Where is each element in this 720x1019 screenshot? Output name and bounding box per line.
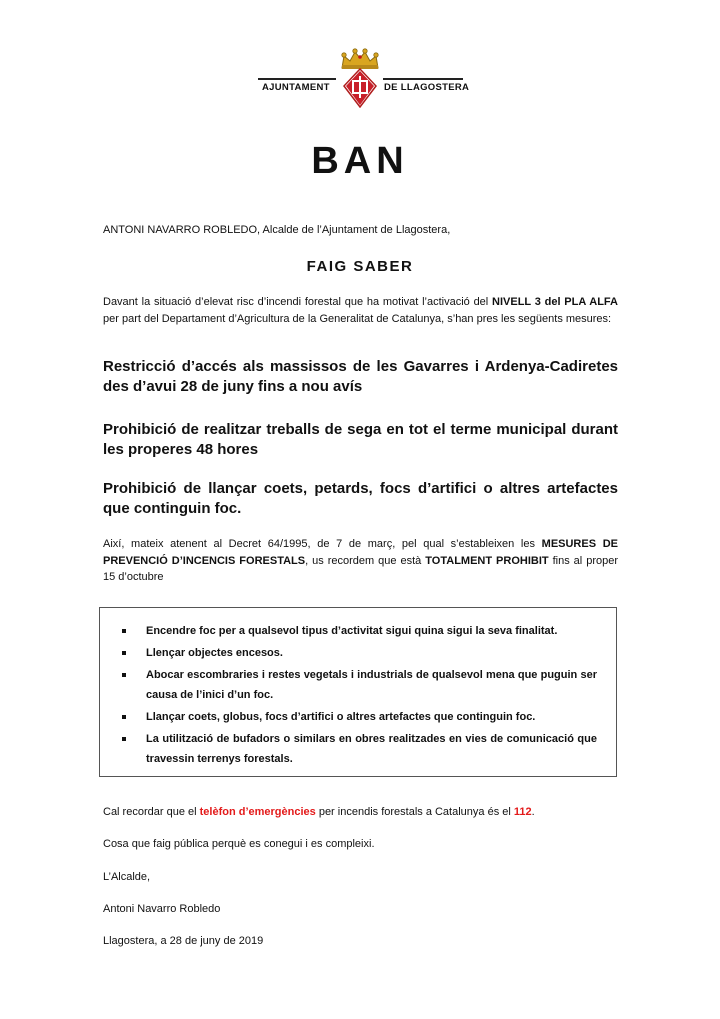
situation-paragraph bbox=[103, 294, 618, 327]
bullet-icon bbox=[122, 715, 126, 719]
bullet-icon bbox=[122, 673, 126, 677]
prohibitions-list bbox=[122, 621, 597, 771]
logo-rule-left bbox=[258, 78, 336, 80]
emergency-text-c: per incendis forestals a Catalunya és el bbox=[315, 806, 514, 818]
list-item bbox=[122, 621, 597, 641]
signature-role: L’Alcalde, bbox=[103, 871, 151, 883]
para2-text-a: Així, mateix atenent al Decret 64/1995, de 7 de març, pel qual s’estableixen les bbox=[103, 538, 542, 550]
bullet-icon bbox=[122, 737, 126, 741]
closing-line: Cosa que faig pública perquè es conegui i es compleixi. bbox=[103, 838, 375, 850]
list-item-text: Abocar escombraries i restes vegetals i industrials de qualsevol mena que puguin ser causa de l’inici d’un foc. bbox=[146, 669, 597, 701]
decree-paragraph bbox=[103, 536, 618, 586]
coat-of-arms-icon bbox=[343, 68, 377, 108]
list-item bbox=[122, 643, 597, 663]
list-item-text: Encendre foc per a qualsevol tipus d’activitat sigui quina sigui la seva finalitat. bbox=[146, 625, 558, 637]
para2-emphasis-b: MESURES DE PREVENCIÓ D’INCENCIS FORESTALS bbox=[103, 538, 618, 567]
list-item bbox=[122, 665, 597, 705]
intro-line: ANTONI NAVARRO ROBLEDO, Alcalde de l’Ajuntament de Llagostera, bbox=[103, 224, 451, 236]
para1-emphasis: NIVELL 3 del PLA ALFA bbox=[492, 296, 618, 308]
list-item bbox=[122, 707, 597, 727]
emergency-text-a: Cal recordar que el bbox=[103, 806, 200, 818]
emergency-text-e: . bbox=[531, 806, 535, 818]
place-date: Llagostera, a 28 de juny de 2019 bbox=[103, 935, 264, 947]
logo-text-left: AJUNTAMENT bbox=[262, 82, 330, 93]
para2-text-c: , us recordem que està bbox=[305, 554, 426, 567]
list-item-text: La utilització de bufadors o similars en obres realitzades en vies de comunicació que travessin terrenys forestals. bbox=[146, 733, 597, 765]
logo-rule-right bbox=[383, 78, 463, 80]
signature-name: Antoni Navarro Robledo bbox=[103, 903, 221, 915]
measure-3: Prohibició de llançar coets, petards, focs d’artifici o altres artefactes que continguin foc. bbox=[103, 480, 618, 517]
measure-1: Restricció d’accés als massissos de les Gavarres i Ardenya-Cadiretes des d’avui 28 de juny fins a nou avís bbox=[103, 358, 618, 395]
crown-icon bbox=[339, 48, 381, 70]
para1-text-c: per part del Departament d’Agricultura de la Generalitat de Catalunya, s’han pres les següents mesures: bbox=[103, 312, 612, 325]
emergency-line bbox=[103, 806, 535, 818]
measure-2: Prohibició de realitzar treballs de sega en tot el terme municipal durant les properes 48 hores bbox=[103, 421, 618, 458]
list-item-text: Llençar objectes encesos. bbox=[146, 647, 283, 659]
emergency-phone-label: telèfon d’emergències bbox=[199, 806, 316, 818]
para2-text-e: fins al proper 15 d’octubre bbox=[103, 554, 619, 583]
prohibitions-box bbox=[99, 607, 617, 777]
bullet-icon bbox=[122, 651, 126, 655]
section-heading: FAIG SABER bbox=[306, 258, 414, 275]
bullet-icon bbox=[122, 629, 126, 633]
emergency-number: 112 bbox=[513, 806, 532, 818]
list-item bbox=[122, 729, 597, 769]
list-item-text: Llançar coets, globus, focs d’artifici o altres artefactes que continguin foc. bbox=[146, 711, 536, 723]
page-title: BAN bbox=[311, 140, 409, 182]
para2-emphasis-d: TOTALMENT PROHIBIT bbox=[425, 554, 549, 567]
para1-text-a: Davant la situació d’elevat risc d’incendi forestal que ha motivat l’activació del bbox=[103, 296, 493, 308]
logo-text-right: DE LLAGOSTERA bbox=[384, 82, 470, 93]
